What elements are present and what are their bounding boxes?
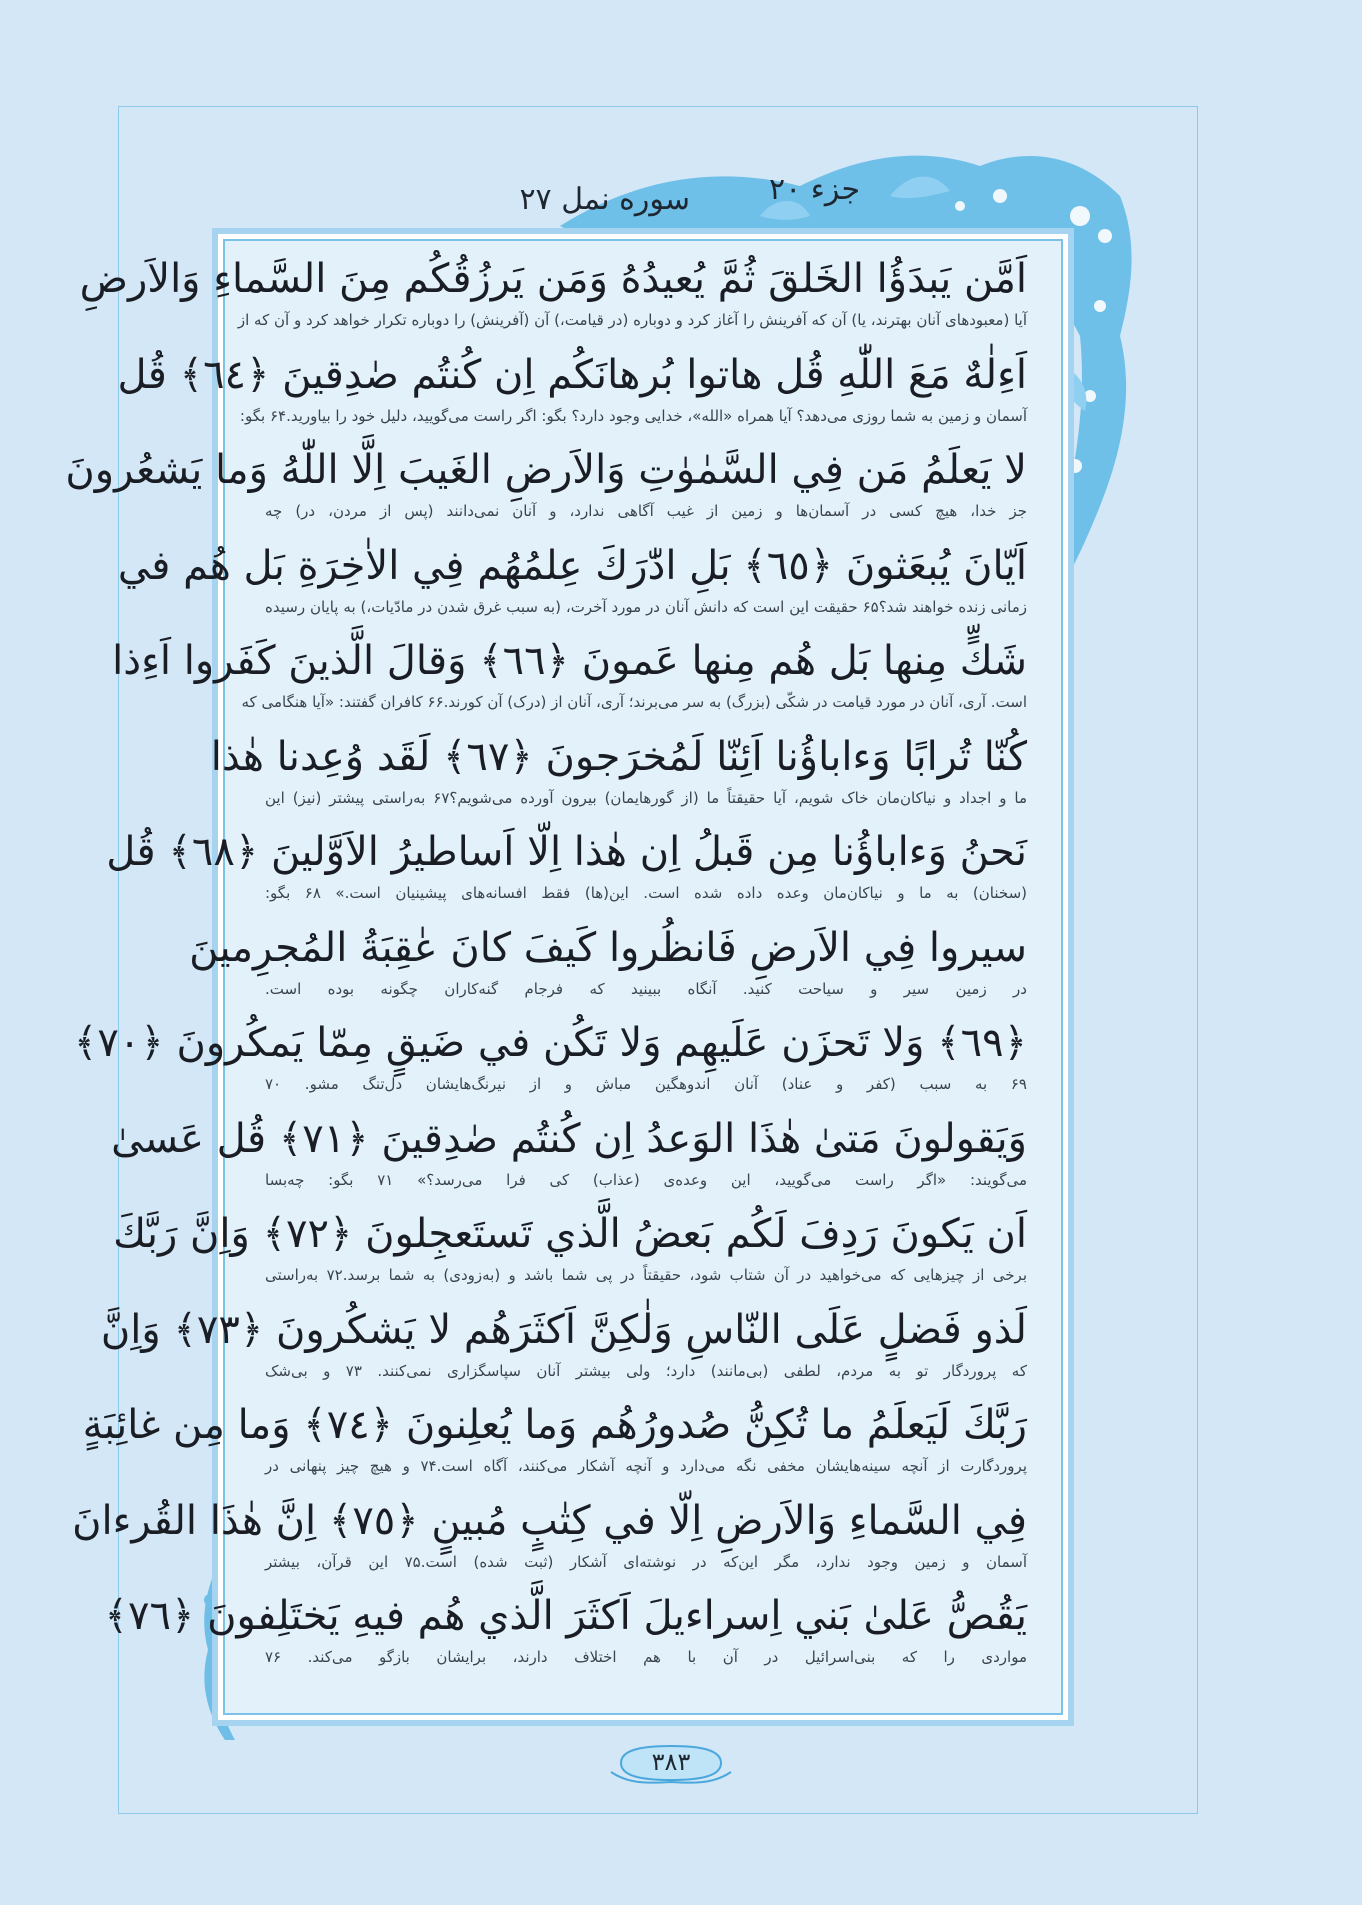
arabic-verse-text: رَبَّكَ لَيَعلَمُ ما تُكِنُّ صُدورُهُم وَما يُعلِنونَ ﴿٧٤﴾ وَما مِن غائِبَةٍ — [82, 1402, 1027, 1448]
arabic-verse-text: كُنّا تُرابًا وَءاباؤُنا اَئِنّا لَمُخرَجونَ ﴿٦٧﴾ لَقَد وُعِدنا هٰذا — [210, 733, 1027, 780]
page-number-wrap — [611, 1742, 731, 1784]
verse-line — [100, 1300, 1027, 1382]
arabic-verse-text: اَيّانَ يُبعَثونَ ﴿٦٥﴾ بَلِ ادّٰرَكَ عِلمُهُم فِي الاٰخِرَةِ بَل هُم في — [117, 542, 1027, 589]
persian-translation-text: مواردی را که بنی‌اسرائیل در آن با هم اختلاف دارند، برایشان بازگو می‌کند. ۷۶ — [265, 1648, 1027, 1666]
persian-translation-text: می‌گویند: «اگر راست می‌گویید، این وعده‌ی (عذاب) کی فرا می‌رسد؟» ۷۱ بگو: چه‌بسا — [265, 1170, 1027, 1189]
verse-line — [210, 727, 1027, 809]
persian-translation-text: (سخنان) به ما و نیاکان‌مان وعده داده شده است. این(ها) فقط افسانه‌های پیشینیان است.» ۶۸ بگو: — [265, 884, 1027, 902]
arabic-verse-text: وَيَقولونَ مَتىٰ هٰذَا الوَعدُ اِن كُنتُم صٰدِقينَ ﴿٧١﴾ قُل عَسىٰ — [111, 1115, 1027, 1162]
arabic-verse-text: يَقُصُّ عَلىٰ بَني اِسراءيلَ اَكثَرَ الَّذي هُم فيهِ يَختَلِفونَ ﴿٧٦﴾ — [104, 1593, 1027, 1639]
arabic-verse-text: اَءِلٰهٌ مَعَ اللّٰهِ قُل هاتوا بُرهانَكُم اِن كُنتُم صٰدِقينَ ﴿٦٤﴾ قُل — [117, 351, 1027, 398]
persian-translation-text: ۶۹ به سبب (کفر و عناد) آنان اندوهگین مباش و از نیرنگ‌هایشان دل‌تنگ مشو. ۷۰ — [265, 1075, 1027, 1093]
arabic-verse-text: لا يَعلَمُ مَن فِي السَّمٰوٰتِ وَالاَرضِ الغَيبَ اِلَّا اللّٰهُ وَما يَشعُرونَ — [65, 447, 1027, 493]
arabic-verse-text: ﴿٦٩﴾ وَلا تَحزَن عَلَيهِم وَلا تَكُن في ضَيقٍ مِمّا يَمكُرونَ ﴿٧٠﴾ — [73, 1020, 1027, 1066]
persian-translation-text: آسمان و زمین وجود ندارد، مگر این‌که در نوشته‌ای آشکار (ثبت شده) است.۷۵ این قرآن، بیشتر — [265, 1552, 1027, 1571]
juz-label: جزء ۲۰ — [769, 172, 860, 207]
verse-line — [72, 1491, 1027, 1573]
verse-line — [111, 1109, 1027, 1191]
verse-text-area — [65, 239, 1063, 1715]
persian-translation-text: آسمان و زمین به شما روزی می‌دهد؟ آیا همراه «الله»، خدایی وجود دارد؟ بگو: اگر راست می‌گویید، دلیل خود را بیاورید.۶۴ بگو: — [239, 406, 1027, 425]
persian-translation-text: آیا (معبودهای آنان بهترند، یا) آن که آفرینش را آغاز کرد و دوباره (در قیامت،) آن (آفرینش) را دوباره تکرار خواهد کرد و آن که از — [237, 311, 1027, 329]
page-header — [380, 172, 860, 222]
verse-line — [65, 440, 1027, 522]
verse-line — [104, 1586, 1027, 1668]
arabic-verse-text: اَمَّن يَبدَؤُا الخَلقَ ثُمَّ يُعيدُهُ وَمَن يَرزُقُكُم مِنَ السَّماءِ وَالاَرضِ — [79, 256, 1027, 302]
persian-translation-text: جز خدا، هیچ کسی در آسمان‌ها و زمین از غیب آگاهی ندارد، و آنان نمی‌دانند (پس از مردن، در) چه — [265, 502, 1027, 520]
verse-line — [113, 1204, 1027, 1286]
verse-line — [189, 918, 1027, 1000]
verse-line — [112, 631, 1027, 713]
arabic-verse-text: سيروا فِي الاَرضِ فَانظُروا كَيفَ كانَ عٰقِبَةُ المُجرِمينَ — [189, 924, 1027, 971]
page-number: ۳۸۳ — [651, 1748, 691, 1776]
persian-translation-text: که پروردگار تو به مردم، لطفی (بی‌مانند) دارد؛ ولی بیشتر آنان سپاسگزاری نمی‌کنند. ۷۳ و بی‌شک — [265, 1361, 1027, 1380]
verse-line — [79, 249, 1027, 331]
arabic-verse-text: نَحنُ وَءاباؤُنا مِن قَبلُ اِن هٰذا اِلّا اَساطيرُ الاَوَّلينَ ﴿٦٨﴾ قُل — [106, 829, 1027, 875]
persian-translation-text: در زمین سیر و سیاحت کنید. آنگاه ببینید که فرجام گنه‌کاران چگونه بوده است. — [265, 979, 1027, 998]
persian-translation-text: زمانی زنده خواهند شد؟۶۵ حقیقت این است که دانش آنان در مورد آخرت، (به سبب غرق شدن در مادّیات،) به پایان رسیده — [265, 597, 1027, 616]
verse-line — [82, 1395, 1027, 1477]
arabic-verse-text: اَن يَكونَ رَدِفَ لَكُم بَعضُ الَّذي تَستَعجِلونَ ﴿٧٢﴾ وَاِنَّ رَبَّكَ — [113, 1211, 1027, 1257]
persian-translation-text: برخی از چیزهایی که می‌خواهید در آن شتاب شود، حقیقتاً در پی شما باشد و (به‌زودی) به شما برسد.۷۲ به‌راستی — [265, 1266, 1027, 1284]
persian-translation-text: پروردگارت از آنچه سینه‌هایشان مخفی نگه می‌دارد و آنچه آشکار می‌کنند، آگاه است.۷۴ و هیچ چیز پنهانی در — [265, 1457, 1027, 1475]
surah-label: سوره نمل ۲۷ — [519, 182, 690, 217]
persian-translation-text: ما و اجداد و نیاکان‌مان خاک شویم، آیا حقیقتاً ما (از گورهایمان) بیرون آورده می‌شویم؟۶۷ به‌راستی پیشتر (نیز) این — [265, 788, 1027, 807]
text-frame — [65, 228, 1074, 1726]
verse-line — [117, 536, 1027, 618]
verse-line — [73, 1013, 1027, 1095]
verse-line — [106, 822, 1027, 904]
arabic-verse-text: لَذو فَضلٍ عَلَى النّاسِ وَلٰكِنَّ اَكثَرَهُم لا يَشكُرونَ ﴿٧٣﴾ وَاِنَّ — [100, 1306, 1027, 1353]
arabic-verse-text: شَكٍّ مِنها بَل هُم مِنها عَمونَ ﴿٦٦﴾ وَقالَ الَّذينَ كَفَروا اَءِذا — [112, 638, 1027, 684]
persian-translation-text: است. آری، آنان در مورد قیامت در شکّی (بزرگ) به سر می‌برند؛ آری، آنان از (درک) آن کورند.۶۶ کافران گفتند: «آیا هنگامی که — [241, 693, 1027, 711]
arabic-verse-text: فِي السَّماءِ وَالاَرضِ اِلّا في كِتٰبٍ مُبينٍ ﴿٧٥﴾ اِنَّ هٰذَا القُرءانَ — [72, 1497, 1027, 1544]
verse-line — [117, 345, 1027, 427]
